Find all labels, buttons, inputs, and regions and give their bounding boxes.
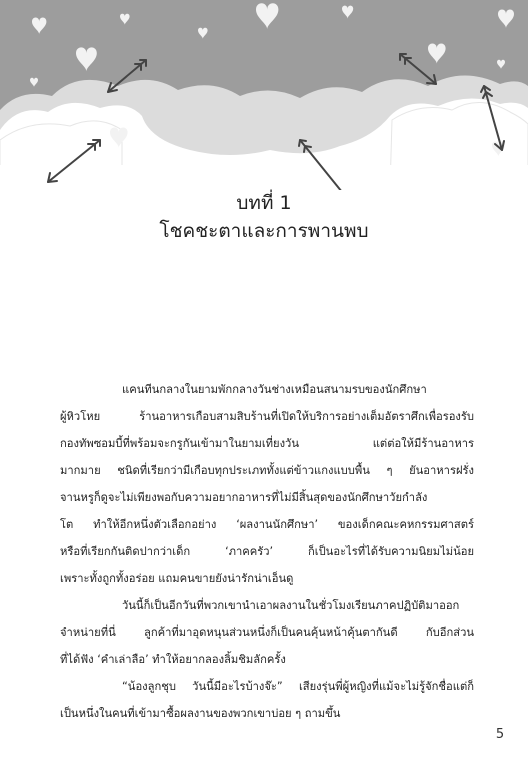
text-line: โต ทำให้อีกหนึ่งตัวเลือกอย่าง ‘ผลงานนักศึกษา’ ของเด็กคณะคหกรรมศาสตร์ [60, 518, 474, 531]
page-number: 5 [495, 727, 505, 742]
text-line: แคนทีนกลางในยามพักกลางวันช่างเหมือนสนามรบของนักศึกษา [122, 383, 427, 396]
paragraph-3 [60, 673, 474, 727]
body-text [60, 376, 474, 727]
text-line: หรือที่เรียกกันติดปากว่าเด็ก ‘ภาคครัว’ ก็เป็นอะไรที่ได้รับความนิยมไม่น้อย [60, 545, 474, 558]
header-illustration [0, 0, 528, 190]
text-line: วันนี้ก็เป็นอีกวันที่พวกเขานำเอาผลงานในชั่วโมงเรียนภาคปฏิบัติมาออก [122, 599, 460, 612]
text-line: ที่ได้ฟัง ‘คำเล่าลือ’ ทำให้อยากลองลิ้มชิมลักครั้ง [60, 653, 286, 666]
clouds-hearts-arrows-art [0, 0, 528, 190]
text-line: มากมาย ชนิดที่เรียกว่ามีเกือบทุกประเภททั้งแต่ข้าวแกงแบบพื้น ๆ ยันอาหารฝรั่ง [60, 464, 474, 477]
chapter-heading [0, 190, 528, 244]
text-line: “น้องลูกชุบ วันนี้มีอะไรบ้างจ๊ะ” เสียงรุ่นพี่ผู้หญิงที่แม้จะไม่รู้จักชื่อแต่ก็ [122, 680, 474, 693]
paragraph-2 [60, 592, 474, 673]
text-line: เป็นหนึ่งในคนที่เข้ามาซื้อผลงานของพวกเขาบ่อย ๆ ถามขึ้น [60, 707, 341, 720]
chapter-title: โชคชะตาและการพานพบ [159, 220, 369, 242]
text-line: จำหน่ายที่นี่ ลูกค้าที่มาอุดหนุนส่วนหนึ่งก็เป็นคนคุ้นหน้าคุ้นตากันดี กับอีกส่วน [60, 626, 474, 639]
text-line: ผู้หิวโหย ร้านอาหารเกือบสามสิบร้านที่เปิดให้บริการอย่างเต็มอัตราศึกเพื่อรองรับ [60, 410, 474, 423]
text-line: เพราะทั้งถูกทั้งอร่อย แถมคนขายยังน่ารักน่าเอ็นดู [60, 572, 294, 585]
text-line: กองทัพซอมบี้ที่พร้อมจะกรูกันเข้ามาในยามเที่ยงวัน แต่ต่อให้มีร้านอาหาร [60, 437, 474, 450]
text-line: จานหรูก็ดูจะไม่เพียงพอกับความอยากอาหารที่ไม่มีสิ้นสุดของนักศึกษาวัยกำลัง [60, 491, 428, 504]
chapter-number: บทที่ 1 [236, 192, 292, 214]
paragraph-1 [60, 376, 474, 592]
